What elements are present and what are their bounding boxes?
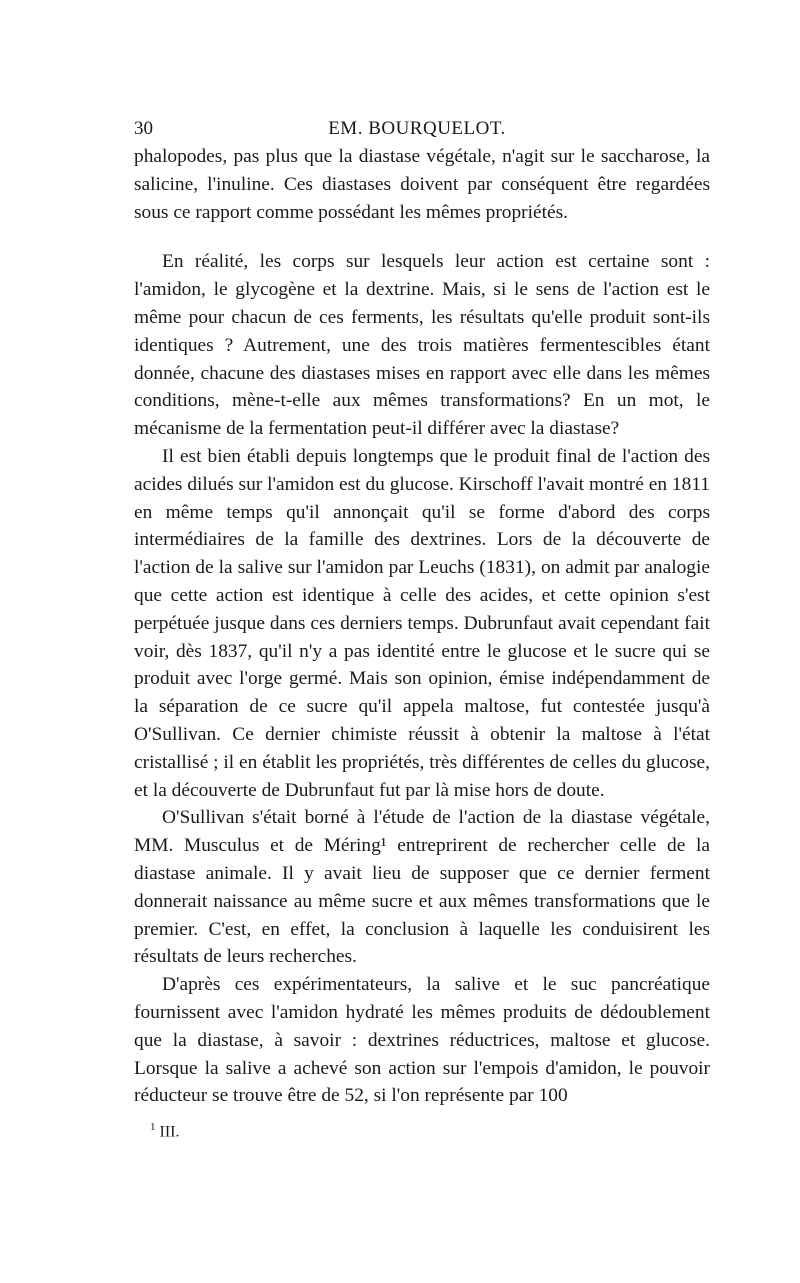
paragraph-continued: phalopodes, pas plus que la diastase végétale, n'agit sur le saccharose, la salicine, l'inuline. Ces diastases doivent par conséquent être regardées sous ce rapport comme possédant les mêmes propriétés. (134, 146, 710, 223)
footnote-text: III. (159, 1123, 180, 1141)
body-text (134, 143, 710, 1110)
paragraph: O'Sullivan s'était borné à l'étude de l'action de la diastase végétale, MM. Musculus et de Méring¹ entreprirent de rechercher celle de la diastase animale. Il y avait lieu de supposer que ce dernier ferment donnerait naissance au même sucre et aux mêmes transformations que le premier. C'est, en effet, la conclusion à laquelle les conduisirent les résultats de leurs recherches. (134, 807, 710, 968)
paragraph: D'après ces expérimentateurs, la salive et le suc pancréatique fournissent avec l'amidon hydraté les mêmes produits de dédoublement que la diastase, à savoir : dextrines réductrices, maltose et glucose. Lorsque la salive a achevé son action sur l'empois d'amidon, le pouvoir réducteur se trouve être de 52, si l'on représente par 100 (134, 974, 710, 1107)
paragraph: En réalité, les corps sur lesquels leur action est certaine sont : l'amidon, le glycogène et la dextrine. Mais, si le sens de l'action est le même pour chacun de ces ferments, les résultats qu'elle produit sont-ils identiques ? Autrement, une des trois matières fermentescibles étant donnée, chacune des diastases mises en rapport avec elle dans les mêmes conditions, mène-t-elle aux mêmes transformations? En un mot, le mécanisme de la fermentation peut-il différer avec la diastase? (134, 251, 710, 440)
footnote-marker: 1 (150, 1121, 156, 1133)
page-number: 30 (134, 118, 153, 139)
footnote (150, 1121, 179, 1141)
paragraph: Il est bien établi depuis longtemps que le produit final de l'action des acides dilués sur l'amidon est du glucose. Kirschoff l'avait montré en 1811 en même temps qu'il annonçait qu'il se forme d'abord des corps intermédiaires de la famille des dextrines. Lors de la découverte de l'action de la salive sur l'amidon par Leuchs (1831), on admit par analogie que cette action est identique à celle des acides, et cette opinion s'est perpétuée jusque dans ces derniers temps. Dubrunfaut avait cependant fait voir, dès 1837, qu'il n'y a pas identité entre le glucose et le sucre qui se produit avec l'orge germé. Mais son opinion, émise indépendamment de la séparation de ce sucre qu'il appela maltose, fut contestée jusqu'à O'Sullivan. Ce dernier chimiste réussit à obtenir la maltose à l'état cristallisé ; il en établit les propriétés, très différentes de celles du glucose, et la découverte de Dubrunfaut fut par là mise hors de doute. (134, 445, 710, 801)
running-head (134, 118, 700, 140)
running-title: EM. BOURQUELOT. (328, 118, 506, 139)
